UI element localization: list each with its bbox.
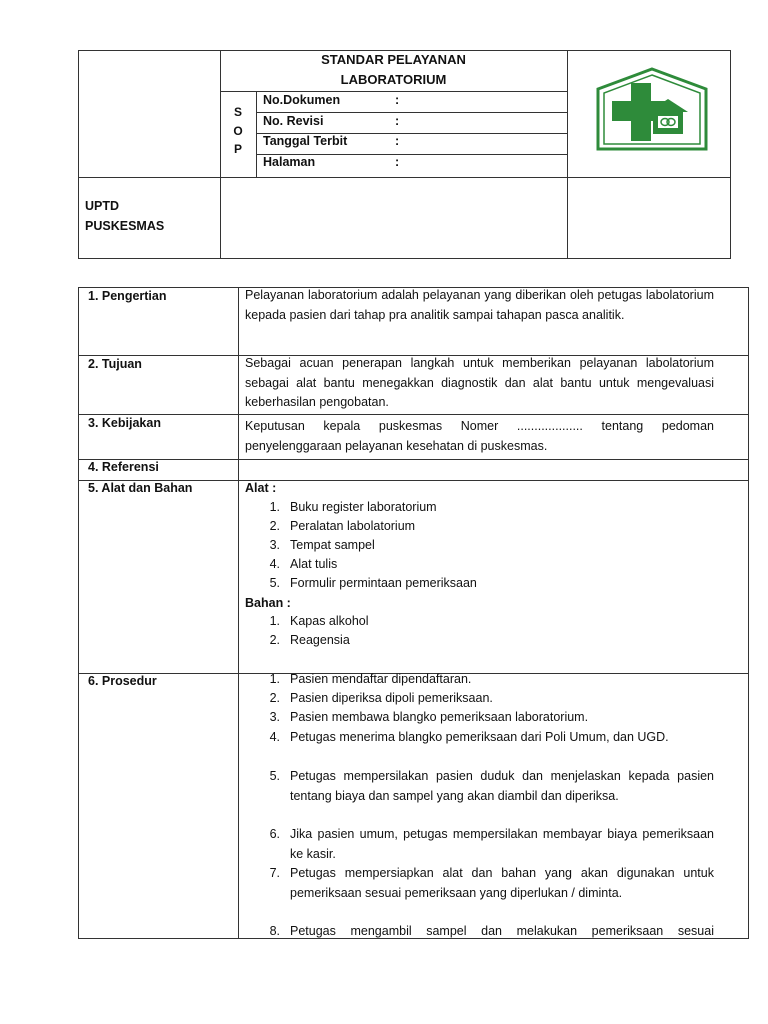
pengertian-text: Pelayanan laboratorium adalah pelayanan yang diberikan oleh petugas labolatorium kepada pasien dari tahap pra analitik sampai tahapan pasca analitik.: [245, 288, 714, 322]
list-item-text: Peralatan labolatorium: [290, 519, 416, 533]
list-item-text: Jika pasien umum, petugas mempersilakan membayar biaya pemeriksaan ke kasir.: [290, 827, 714, 861]
list-item-number: 1.: [269, 614, 280, 628]
org-line-1: UPTD: [85, 199, 120, 213]
organization-name: [85, 196, 164, 236]
list-item-number: 5.: [269, 769, 280, 783]
section-label-referensi: 4. Referensi: [88, 460, 159, 474]
field-no-revisi-label: No. Revisi: [263, 114, 324, 128]
alat-heading: Alat :: [245, 481, 277, 495]
list-item-number: 4.: [269, 557, 280, 571]
list-item-text: Pasien mendaftar dipendaftaran.: [290, 672, 472, 686]
puskesmas-logo-icon: [596, 67, 708, 151]
document-title: [220, 50, 567, 90]
section-label-kebijakan: 3. Kebijakan: [88, 416, 161, 430]
list-item-number: 2.: [269, 691, 280, 705]
header-divider: [220, 91, 567, 92]
list-item-number: 7.: [269, 866, 280, 880]
list-item-text: Petugas menerima blangko pemeriksaan dari Poli Umum, dan UGD.: [290, 730, 669, 744]
sop-label: [220, 103, 256, 159]
list-item-number: 3.: [269, 710, 280, 724]
list-item-number: 3.: [269, 538, 280, 552]
list-item-number: 4.: [269, 730, 280, 744]
header-divider: [256, 91, 257, 177]
field-halaman-sep: :: [395, 155, 400, 169]
list-item-number: 8.: [269, 924, 280, 938]
list-item-number: 1.: [269, 500, 280, 514]
section-label-pengertian: 1. Pengertian: [88, 289, 167, 303]
field-no-dokumen-label: No.Dokumen: [263, 93, 341, 107]
list-item-number: 1.: [269, 672, 280, 686]
section-label-alat-bahan: 5. Alat dan Bahan: [88, 481, 193, 495]
field-tanggal-terbit-sep: :: [395, 134, 400, 148]
list-item-text: Pasien membawa blangko pemeriksaan laboratorium.: [290, 710, 589, 724]
list-item-text: Reagensia: [290, 633, 350, 647]
tujuan-text: Sebagai acuan penerapan langkah untuk memberikan pelayanan labolatorium sebagai alat bantu menegakkan diagnostik dan alat bantu untuk mengevaluasi keberhasilan pengobatan.: [245, 356, 714, 409]
content-divider: [78, 414, 749, 415]
list-item-number: 2.: [269, 519, 280, 533]
field-no-revisi-sep: :: [395, 114, 400, 128]
list-item-number: 2.: [269, 633, 280, 647]
field-halaman-label: Halaman: [263, 155, 316, 169]
list-item-text: Pasien diperiksa dipoli pemeriksaan.: [290, 691, 493, 705]
field-no-dokumen-sep: :: [395, 93, 400, 107]
content-divider: [78, 459, 749, 460]
header-divider: [78, 177, 731, 178]
list-item-text: Formulir permintaan pemeriksaan: [290, 576, 477, 590]
header-divider: [256, 112, 567, 113]
list-item-text: Alat tulis: [290, 557, 338, 571]
list-item-text: Tempat sampel: [290, 538, 375, 552]
sop-letter: P: [233, 142, 242, 156]
list-item-number: 5.: [269, 576, 280, 590]
bahan-heading: Bahan :: [245, 596, 291, 610]
list-item-number: 6.: [269, 827, 280, 841]
sop-letter: O: [233, 123, 243, 138]
list-item-text: Petugas mengambil sampel dan melakukan pemeriksaan sesuai: [290, 924, 714, 938]
org-line-2: PUSKESMAS: [85, 219, 165, 233]
content-divider: [238, 287, 239, 939]
list-item-text: Petugas mempersilakan pasien duduk dan menjelaskan kepada pasien tentang biaya dan sampel yang akan diambil dan diperiksa.: [290, 769, 714, 803]
list-item-text: Buku register laboratorium: [290, 500, 437, 514]
section-label-tujuan: 2. Tujuan: [88, 357, 142, 371]
list-item-text: Petugas mempersiapkan alat dan bahan yang akan digunakan untuk pemeriksaan sesuai pemeriksaan yang diperlukan / diminta.: [290, 866, 714, 900]
title-line-1: STANDAR PELAYANAN: [321, 52, 466, 67]
title-line-2: LABORATORIUM: [340, 72, 447, 87]
kebijakan-text: Keputusan kepala puskesmas Nomer ................... tentang pedoman penyelenggaraan pelayanan kesehatan di puskesmas.: [245, 419, 714, 453]
section-label-prosedur: 6. Prosedur: [88, 674, 157, 688]
header-divider: [567, 50, 568, 259]
field-tanggal-terbit-label: Tanggal Terbit: [263, 134, 348, 148]
list-item-text: Kapas alkohol: [290, 614, 369, 628]
sop-letter: S: [233, 105, 242, 119]
